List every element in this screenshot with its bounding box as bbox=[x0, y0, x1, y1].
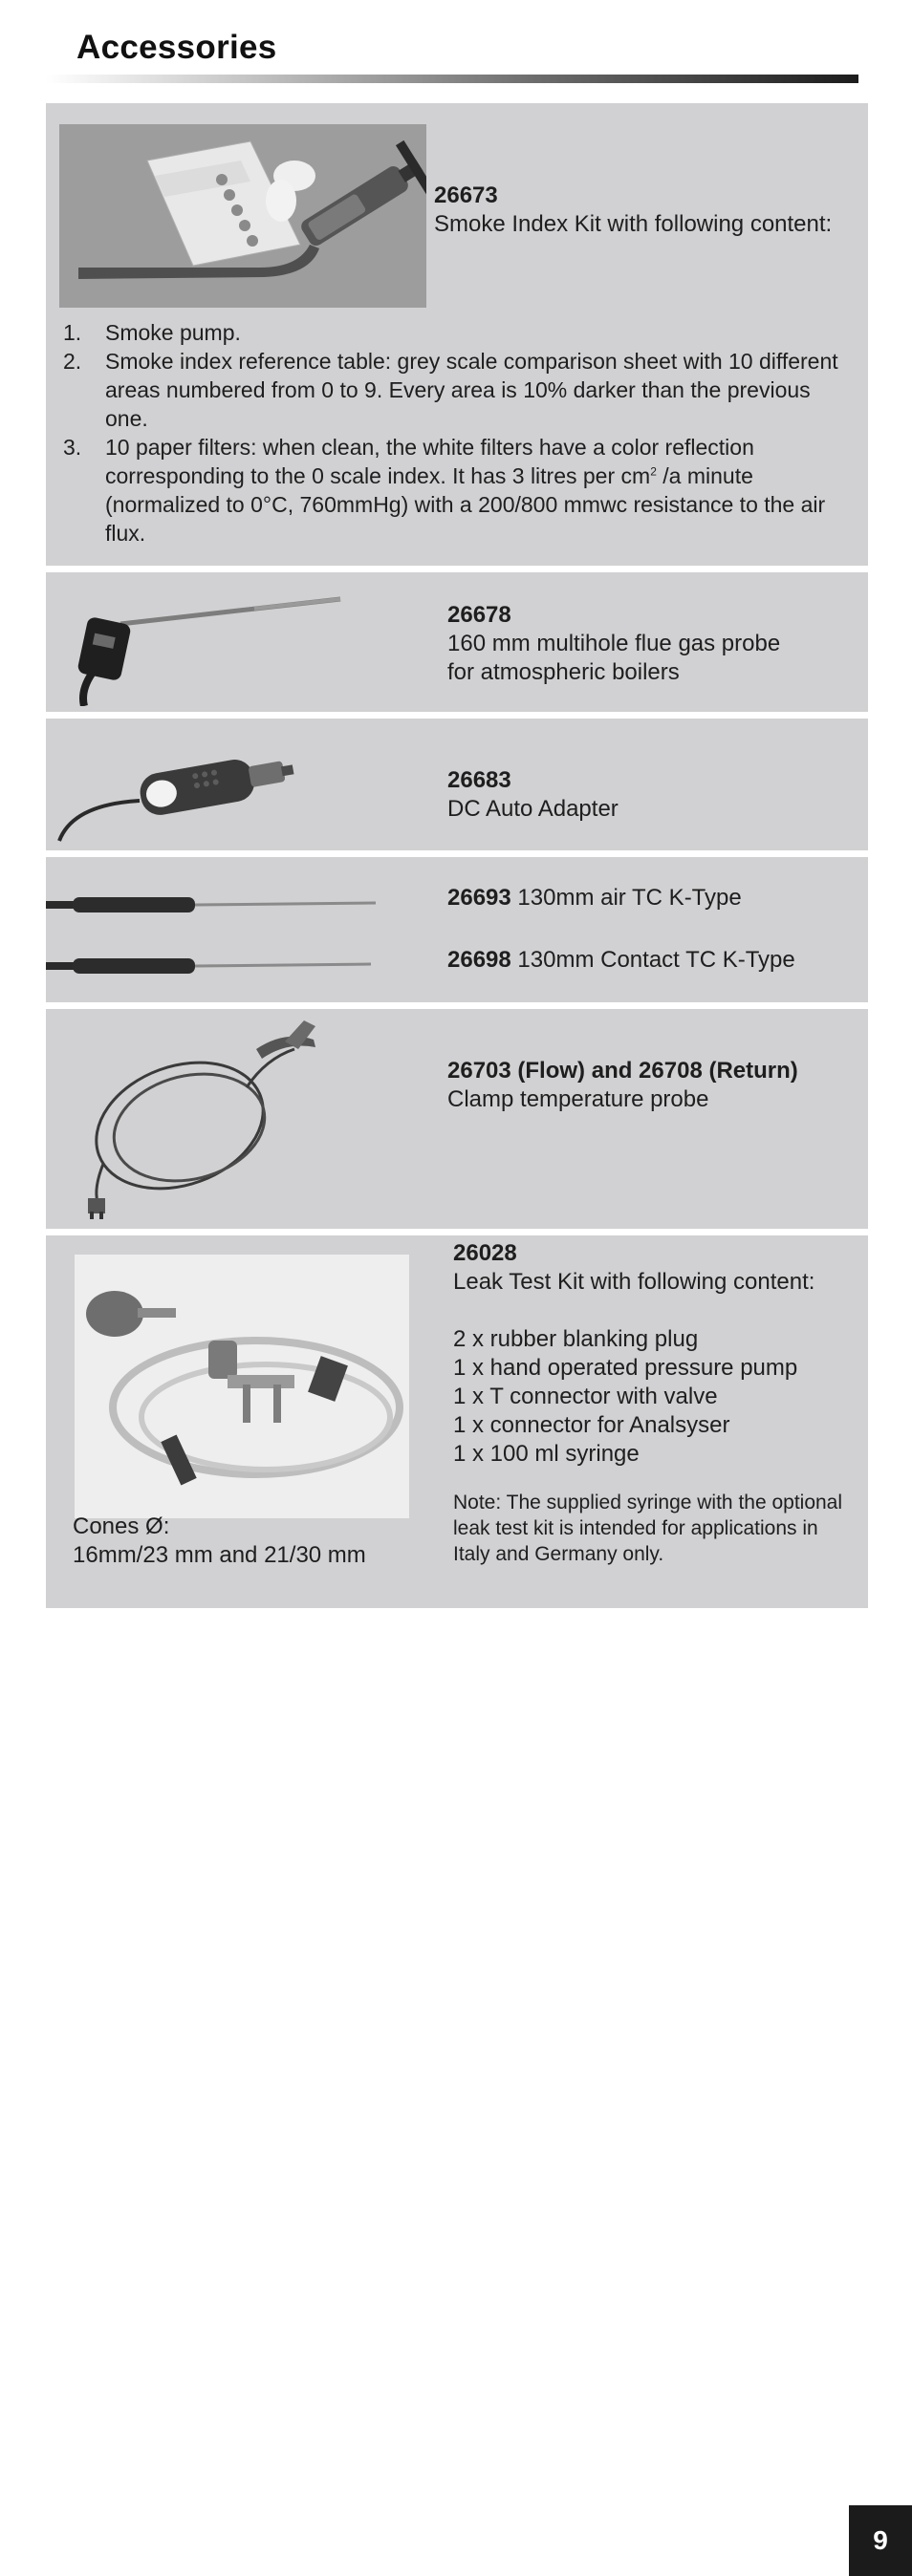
clamp-probe-photo bbox=[65, 1020, 352, 1221]
smoke-kit-code: 26673 bbox=[434, 182, 498, 208]
flue-probe-panel bbox=[46, 572, 868, 712]
list-item: 1 x hand operated pressure pump bbox=[453, 1355, 798, 1381]
leak-kit-contents bbox=[453, 1325, 864, 1469]
list-item: 1 x T connector with valve bbox=[453, 1384, 718, 1409]
list-item bbox=[59, 433, 855, 547]
page-header bbox=[76, 29, 277, 67]
list-text: 10 paper filters: when clean, the white filters have a color reflection corresponding to the 0 scale index. It has 3 litres per cm bbox=[105, 435, 754, 488]
header-gradient-bar bbox=[46, 75, 858, 83]
smoke-kit-panel bbox=[46, 103, 868, 566]
leak-kit-code: 26028 bbox=[453, 1240, 517, 1266]
leak-kit-description: Leak Test Kit with following content: bbox=[453, 1269, 815, 1295]
list-item: 1 x connector for Analsyser bbox=[453, 1412, 730, 1438]
tc-probe-air bbox=[447, 884, 858, 912]
clamp-probe-panel bbox=[46, 1009, 868, 1229]
superscript: 2 bbox=[650, 464, 657, 479]
leak-kit-cones bbox=[73, 1513, 436, 1570]
tc-probes-photo bbox=[46, 876, 390, 991]
clamp-probe-title: 26703 (Flow) and 26708 (Return) bbox=[447, 1058, 798, 1084]
page-number: 9 bbox=[849, 2505, 912, 2576]
smoke-kit-info bbox=[434, 182, 864, 239]
leak-kit-info bbox=[453, 1239, 864, 1567]
smoke-kit-photo bbox=[59, 124, 426, 308]
tc-probe-contact bbox=[447, 946, 858, 975]
flue-probe-line1: 160 mm multihole flue gas probe bbox=[447, 631, 781, 656]
leak-kit-note: Note: The supplied syringe with the optional leak test kit is intended for applications in Italy and Germany only. bbox=[453, 1492, 843, 1565]
clamp-probe-info bbox=[447, 1057, 858, 1114]
list-number: 2. bbox=[63, 349, 82, 374]
tc-probe-air-description: 130mm air TC K-Type bbox=[517, 885, 742, 911]
dc-adapter-photo bbox=[54, 738, 340, 843]
tc-probe-contact-description: 130mm Contact TC K-Type bbox=[517, 947, 795, 973]
cones-label: Cones Ø: bbox=[73, 1513, 170, 1539]
tc-probes-panel bbox=[46, 857, 868, 1002]
page-title: Accessories bbox=[76, 29, 277, 66]
dc-adapter-info bbox=[447, 766, 858, 824]
leak-kit-photo bbox=[75, 1255, 409, 1518]
flue-probe-code: 26678 bbox=[447, 602, 511, 628]
leak-kit-panel bbox=[46, 1235, 868, 1608]
list-item: 2 x rubber blanking plug bbox=[453, 1326, 699, 1352]
dc-adapter-code: 26683 bbox=[447, 767, 511, 793]
list-item: 1 x 100 ml syringe bbox=[453, 1441, 640, 1467]
dc-adapter-description: DC Auto Adapter bbox=[447, 796, 619, 822]
clamp-probe-description: Clamp temperature probe bbox=[447, 1086, 709, 1112]
list-item bbox=[59, 318, 855, 347]
dc-adapter-panel bbox=[46, 719, 868, 850]
list-text: Smoke index reference table: grey scale comparison sheet with 10 different areas numbered from 0 to 9. Every area is 10% darker than the previous one. bbox=[105, 349, 838, 431]
smoke-kit-description: Smoke Index Kit with following content: bbox=[434, 211, 833, 237]
list-number: 3. bbox=[63, 435, 82, 460]
cones-sizes: 16mm/23 mm and 21/30 mm bbox=[73, 1542, 366, 1568]
flue-probe-line2: for atmospheric boilers bbox=[447, 659, 680, 685]
flue-probe-photo bbox=[63, 586, 379, 706]
flue-probe-info bbox=[447, 601, 858, 687]
list-item bbox=[59, 347, 855, 433]
list-text: Smoke pump. bbox=[105, 320, 241, 345]
tc-probe-contact-code: 26698 bbox=[447, 947, 511, 973]
list-text: /a minute (normalized to 0°C, 760mmHg) with a 200/800 mmwc resistance to the air flux. bbox=[105, 463, 826, 546]
list-number: 1. bbox=[63, 320, 82, 345]
smoke-kit-contents bbox=[59, 318, 855, 547]
tc-probe-air-code: 26693 bbox=[447, 885, 511, 911]
